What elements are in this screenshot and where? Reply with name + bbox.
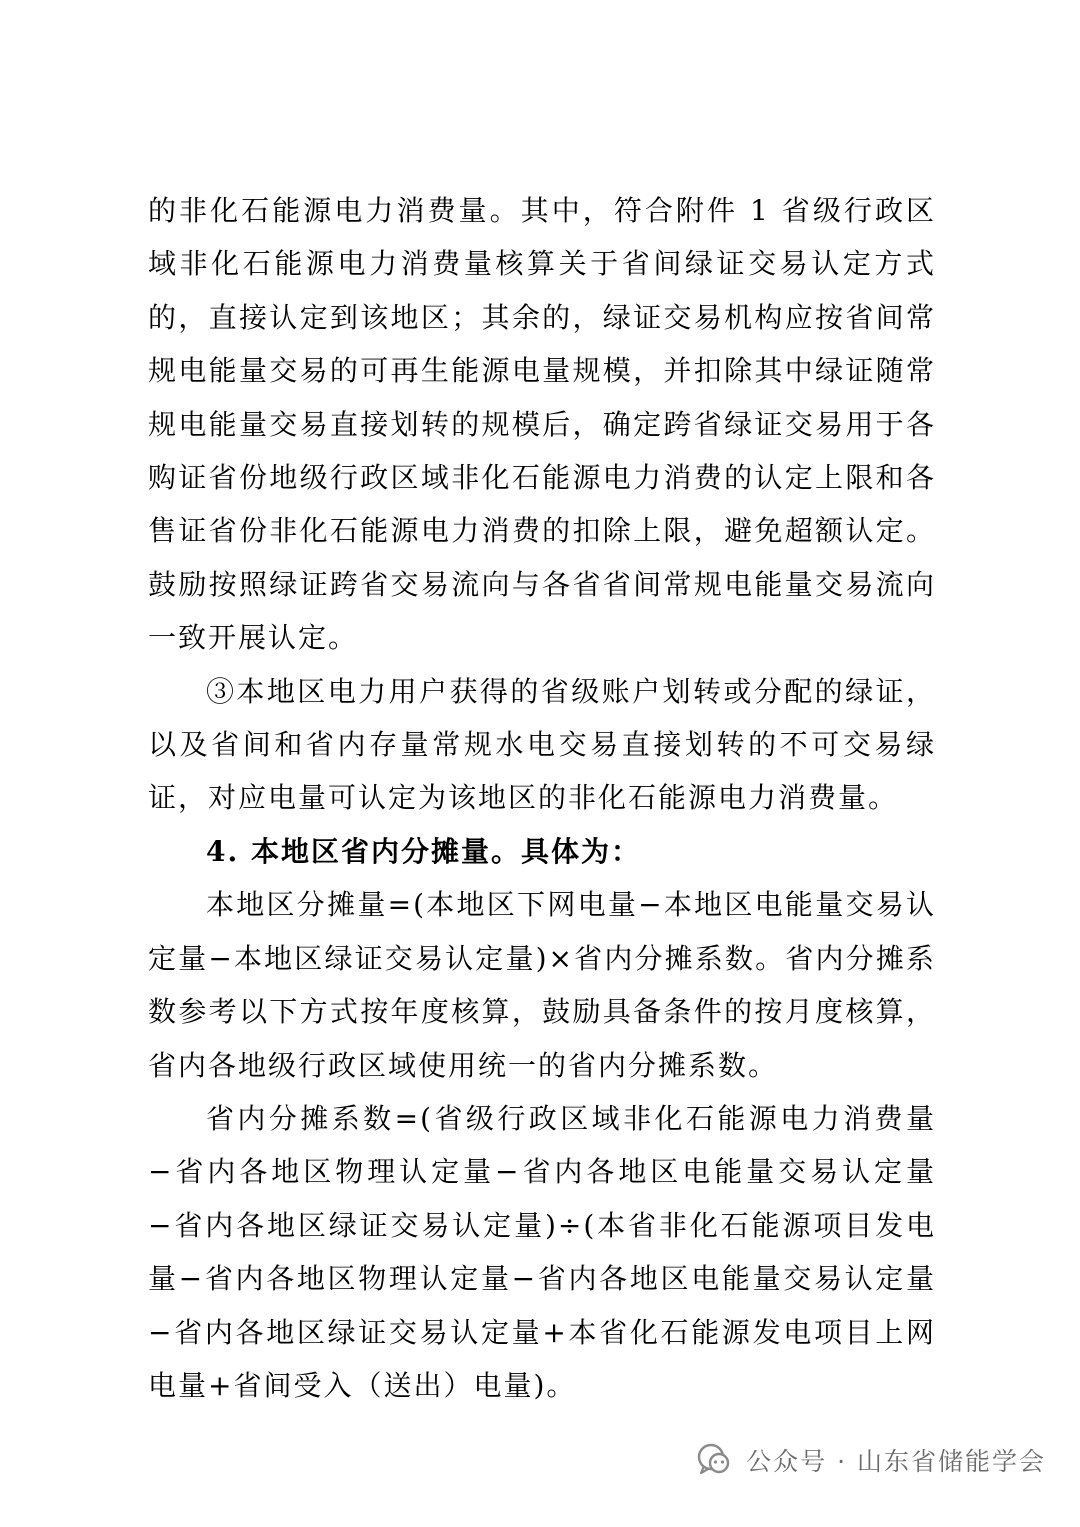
- wechat-official-account-icon: [694, 1442, 734, 1478]
- paragraph-allocation-formula: 本地区分摊量=(本地区下网电量−本地区电能量交易认定量−本地区绿证交易认定量)×省内分摊系数。省内分摊系数参考以下方式按年度核算，鼓励具备条件的按月度核算，省内各地级行政区域使用统一的省内分摊系数。: [148, 888, 936, 1082]
- paragraph-item-3: ③本地区电力用户获得的省级账户划转或分配的绿证，以及省间和省内存量常规水电交易直接划转的不可交易绿证，对应电量可认定为该地区的非化石能源电力消费量。: [148, 674, 936, 815]
- watermark: [694, 1438, 1046, 1482]
- document-body: [148, 184, 936, 1412]
- paragraph-coefficient-formula: 省内分摊系数=(省级行政区域非化石能源电力消费量−省内各地区物理认定量−省内各地区电能量交易认定量−省内各地区绿证交易认定量)÷(本省非化石能源项目发电量−省内各地区物理认定量−省内各地区电能量交易认定量−省内各地区绿证交易认定量+本省化石能源发电项目上网电量+省间受入（送出）电量)。: [148, 1101, 936, 1402]
- section-4-heading: 4. 本地区省内分摊量。具体为：: [206, 834, 641, 868]
- paragraph-continuation: 的非化石能源电力消费量。其中，符合附件 1 省级行政区域非化石能源电力消费量核算关于省间绿证交易认定方式的，直接认定到该地区；其余的，绿证交易机构应按省间常规电能量交易的可再生能源电量规模，并扣除其中绿证随常规电能量交易直接划转的规模后，确定跨省绿证交易用于各购证省份地级行政区域非化石能源电力消费的认定上限和各售证省份非化石能源电力消费的扣除上限，避免超额认定。鼓励按照绿证跨省交易流向与各省省间常规电能量交易流向一致开展认定。: [148, 194, 936, 655]
- watermark-text: 公众号 · 山东省储能学会: [746, 1447, 1046, 1476]
